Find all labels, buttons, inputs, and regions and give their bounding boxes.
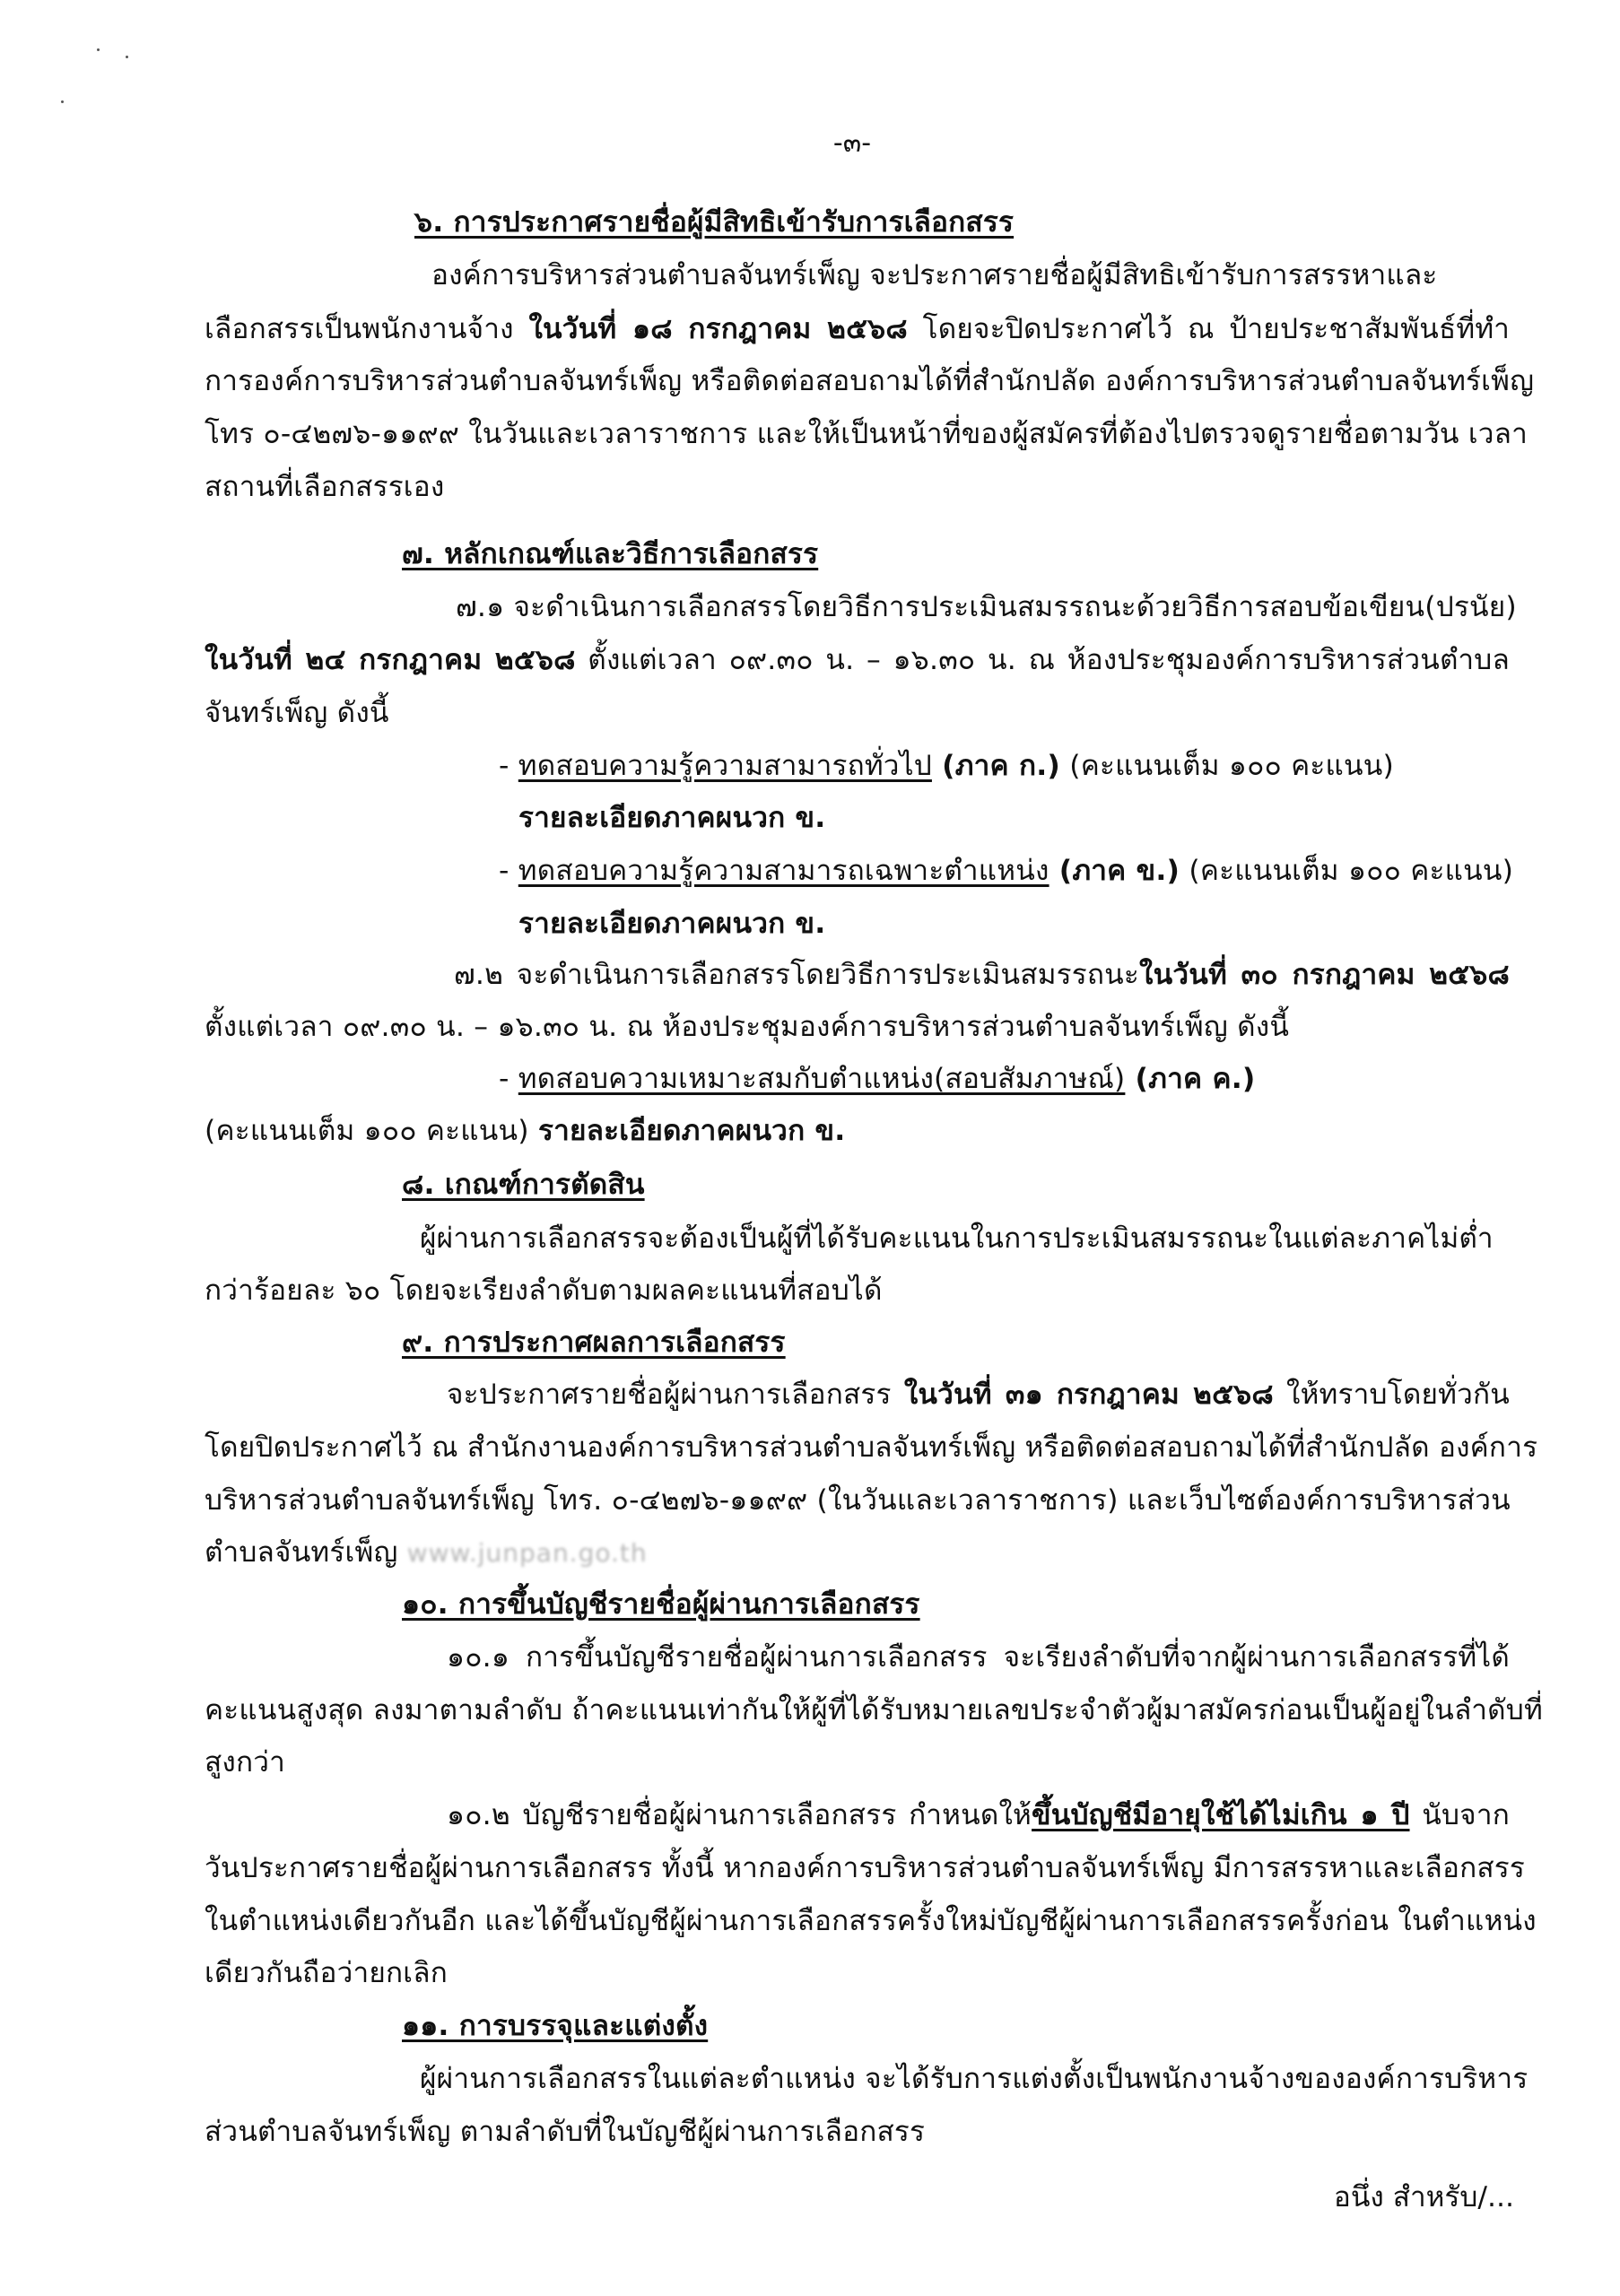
section-7-2-line-4: (คะแนนเต็ม ๑๐๐ คะแนน) รายละเอียดภาคผนวก ข. (205, 1115, 846, 1147)
section-9-line-2: โดยปิดประกาศไว้ ณ สำนักงานองค์การบริหารส่วนตำบลจันทร์เพ็ญ หรือติดต่อสอบถามได้ที่สำนักปลัด องค์การ (205, 1431, 1538, 1464)
scan-speck (126, 56, 128, 58)
section-7-2-line-1: ๗.๒ จะดำเนินการเลือกสรรโดยวิธีการประเมินสมรรถนะในวันที่ ๓๐ กรกฎาคม ๒๕๖๘ (454, 959, 1510, 991)
scan-speck (61, 100, 64, 103)
section-9-line-3: บริหารส่วนตำบลจันทร์เพ็ญ โทร. ๐-๔๒๗๖-๑๑๙๙ (ในวันและเวลาราชการ) และเว็บไซต์องค์การบริหารส่วน (205, 1484, 1511, 1517)
section-6-heading: ๖. การประกาศรายชื่อผู้มีสิทธิเข้ารับการเลือกสรร (414, 206, 1015, 239)
section-6-line-2: เลือกสรรเป็นพนักงานจ้าง ในวันที่ ๑๘ กรกฎาคม ๒๕๖๘ โดยจะปิดประกาศไว้ ณ ป้ายประชาสัมพันธ์ที่ทำ (205, 313, 1510, 345)
section-7-1-line-3: จันทร์เพ็ญ ดังนี้ (205, 697, 389, 729)
section-10-2-line-3: ในตำแหน่งเดียวกันอีก และได้ขึ้นบัญชีผู้ผ่านการเลือกสรรครั้งใหม่บัญชีผู้ผ่านการเลือกสรรครั้งก่อน ในตำแหน่ง (205, 1905, 1537, 1937)
section-10-1-line-2: คะแนนสูงสุด ลงมาตามลำดับ ถ้าคะแนนเท่ากันให้ผู้ที่ได้รับหมายเลขประจำตัวผู้มาสมัครก่อนเป็นผู้อยู่ในลำดับที่ (205, 1694, 1543, 1726)
continuation-note: อนึ่ง สำหรับ/... (1333, 2181, 1514, 2213)
section-11-heading: ๑๑. การบรรจุและแต่งตั้ง (402, 2010, 709, 2042)
section-6-line-3: การองค์การบริหารส่วนตำบลจันทร์เพ็ญ หรือติดต่อสอบถามได้ที่สำนักปลัด องค์การบริหารส่วนตำบลจันทร์เพ็ญ (205, 365, 1535, 397)
section-9-heading: ๙. การประกาศผลการเลือกสรร (402, 1326, 786, 1359)
section-10-2-line-2: วันประกาศรายชื่อผู้ผ่านการเลือกสรร ทั้งนี้ หากองค์การบริหารส่วนตำบลจันทร์เพ็ญ มีการสรรหาและเลือกสรร (205, 1852, 1526, 1884)
section-9-line-4: ตำบลจันทร์เพ็ญ www.junpan.go.th (205, 1530, 648, 1576)
section-7-2-line-2: ตั้งแต่เวลา ๐๙.๓๐ น. – ๑๖.๓๐ น. ณ ห้องประชุมองค์การบริหารส่วนตำบลจันทร์เพ็ญ ดังนี้ (205, 1011, 1290, 1043)
test-item-specific: - ทดสอบความรู้ความสามารถเฉพาะตำแหน่ง (ภาค ข.) (คะแนนเต็ม ๑๐๐ คะแนน) (499, 855, 1514, 887)
test-item-interview: - ทดสอบความเหมาะสมกับตำแหน่ง(สอบสัมภาษณ์) (ภาค ค.) (499, 1063, 1256, 1095)
scan-speck (97, 48, 100, 51)
test-item-general: - ทดสอบความรู้ความสามารถทั่วไป (ภาค ก.) (คะแนนเต็ม ๑๐๐ คะแนน) (499, 750, 1395, 782)
website-url: www.junpan.go.th (406, 1538, 648, 1568)
section-8-line-2: กว่าร้อยละ ๖๐ โดยจะเรียงลำดับตามผลคะแนนที่สอบได้ (205, 1274, 883, 1307)
section-10-1-line-3: สูงกว่า (205, 1746, 286, 1779)
section-10-2-line-1: ๑๐.๒ บัญชีรายชื่อผู้ผ่านการเลือกสรร กำหนดให้ขึ้นบัญชีมีอายุใช้ได้ไม่เกิน ๑ ปี นับจาก (447, 1799, 1510, 1831)
section-6-line-5: สถานที่เลือกสรรเอง (205, 471, 445, 503)
section-11-line-1: ผู้ผ่านการเลือกสรรในแต่ละตำแหน่ง จะได้รับการแต่งตั้งเป็นพนักงานจ้างขององค์การบริหาร (420, 2063, 1529, 2095)
section-6-line-4: โทร ๐-๔๒๗๖-๑๑๙๙ ในวันและเวลาราชการ และให้เป็นหน้าที่ของผู้สมัครที่ต้องไปตรวจดูรายชื่อตามวัน เวลา (205, 418, 1529, 450)
section-10-1-line-1: ๑๐.๑ การขึ้นบัญชีรายชื่อผู้ผ่านการเลือกสรร จะเรียงลำดับที่จากผู้ผ่านการเลือกสรรที่ได้ (447, 1641, 1510, 1674)
section-8-line-1: ผู้ผ่านการเลือกสรรจะต้องเป็นผู้ที่ได้รับคะแนนในการประเมินสมรรถนะในแต่ละภาคไม่ต่ำ (420, 1222, 1494, 1255)
section-7-heading: ๗. หลักเกณฑ์และวิธีการเลือกสรร (402, 538, 819, 570)
test-item-general-detail: รายละเอียดภาคผนวก ข. (518, 802, 826, 834)
page-number: -๓- (832, 127, 872, 159)
section-11-line-2: ส่วนตำบลจันทร์เพ็ญ ตามลำดับที่ในบัญชีผู้ผ่านการเลือกสรร (205, 2116, 926, 2148)
section-6-line-1: องค์การบริหารส่วนตำบลจันทร์เพ็ญ จะประกาศรายชื่อผู้มีสิทธิเข้ารับการสรรหาและ (431, 259, 1438, 291)
section-7-1-line-1: ๗.๑ จะดำเนินการเลือกสรรโดยวิธีการประเมินสมรรถนะด้วยวิธีการสอบข้อเขียน(ปรนัย) (456, 591, 1517, 623)
section-9-line-1: จะประกาศรายชื่อผู้ผ่านการเลือกสรร ในวันที่ ๓๑ กรกฎาคม ๒๕๖๘ ให้ทราบโดยทั่วกัน (447, 1378, 1510, 1411)
section-10-heading: ๑๐. การขึ้นบัญชีรายชื่อผู้ผ่านการเลือกสรร (402, 1588, 920, 1621)
test-item-specific-detail: รายละเอียดภาคผนวก ข. (518, 908, 826, 940)
section-8-heading: ๘. เกณฑ์การตัดสิน (402, 1169, 645, 1201)
section-10-2-line-4: เดียวกันถือว่ายกเลิก (205, 1957, 449, 1989)
section-7-1-line-2: ในวันที่ ๒๔ กรกฎาคม ๒๕๖๘ ตั้งแต่เวลา ๐๙.๓๐ น. – ๑๖.๓๐ น. ณ ห้องประชุมองค์การบริหารส่วนตำบล (205, 644, 1510, 676)
